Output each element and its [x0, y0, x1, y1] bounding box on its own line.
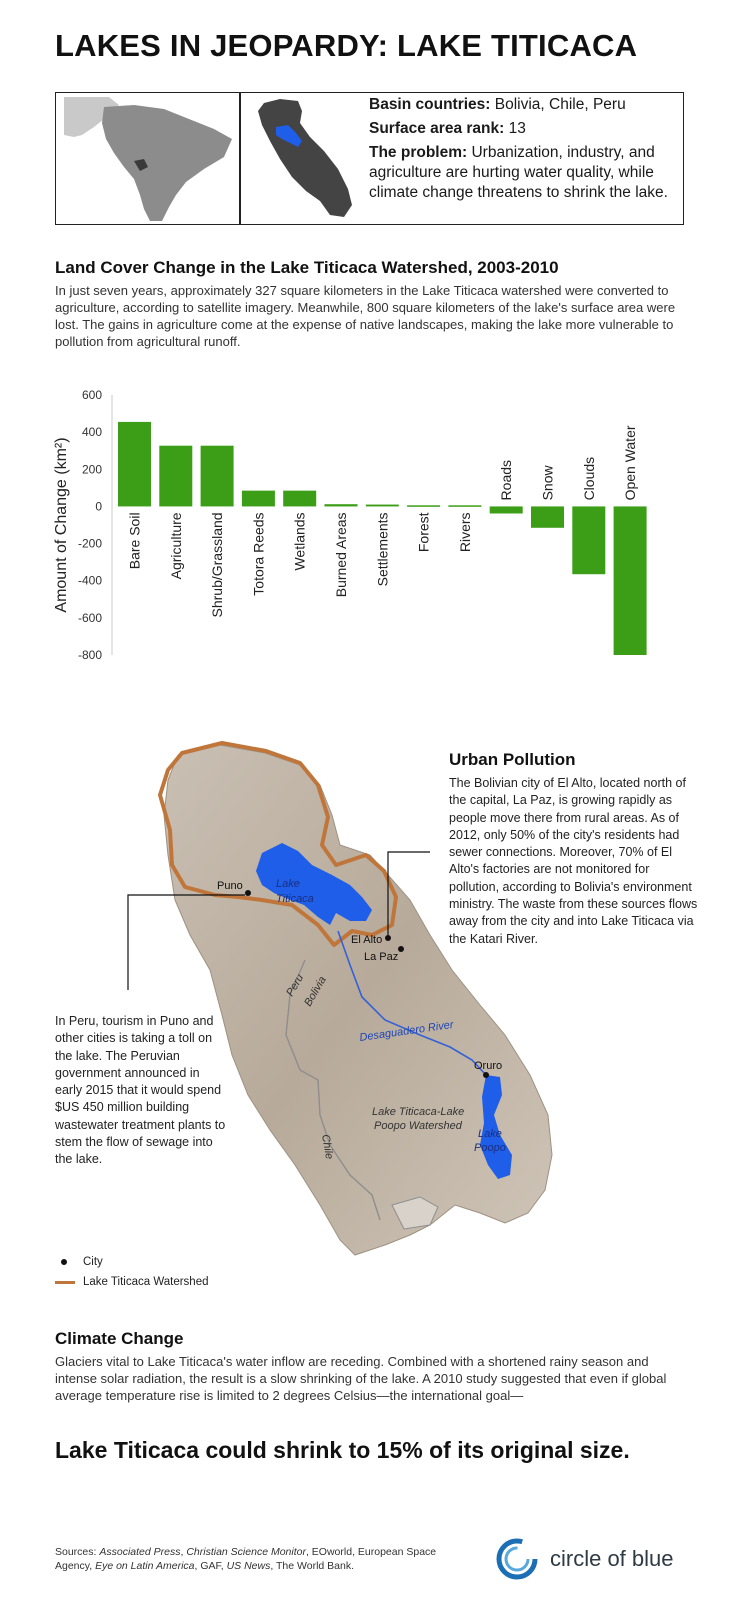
source-eye: Eye on Latin America	[95, 1560, 195, 1572]
urban-pollution-heading: Urban Pollution	[449, 750, 576, 769]
label-lake-2: Titicaca	[276, 893, 314, 905]
y-tick-label: -400	[77, 573, 102, 588]
y-tick-label: -200	[77, 536, 102, 551]
city-dot-icon	[61, 1259, 67, 1265]
sources-label: Sources:	[55, 1546, 97, 1558]
category-label: Open Water	[622, 425, 639, 501]
peru-tourism-note: In Peru, tourism in Puno and other cities is taking a toll on the lake. The Peruvian government announced in early 2015 that it would spend $US 450 million building wastewater treatment plants to stem the flow of sewage into the lake.	[55, 1014, 226, 1167]
category-label: Clouds	[580, 456, 597, 501]
climate-body: Glaciers vital to Lake Titicaca's water inflow are receding. Combined with a shortened rainy season and intense solar radiation, the result is a slow shrinking of the lake. A 2010 study suggested that even if global average temperature rise is limited to 2 degrees Celsius—the international goal—	[55, 1354, 667, 1403]
rank-label: Surface area rank:	[369, 120, 505, 137]
problem-label: The problem:	[369, 144, 468, 161]
info-box	[55, 92, 684, 225]
label-poopo-1: Lake	[478, 1128, 502, 1140]
category-label: Roads	[498, 459, 515, 501]
label-poopo-2: Poopo	[474, 1142, 506, 1154]
city-dot-oruro	[483, 1072, 489, 1078]
basin-label: Basin countries:	[369, 96, 491, 113]
rank-value: 13	[508, 120, 526, 137]
bar	[531, 506, 564, 527]
category-label: Forest	[415, 512, 432, 553]
label-la-paz: La Paz	[364, 951, 399, 963]
land-cover-body: In just seven years, approximately 327 square kilometers in the Lake Titicaca watershed were converted to agriculture, according to satellite imagery. Meanwhile, 800 square kilometers of the lake's surface area were lost. The gains in agriculture come at the expense of native landscapes, making the lake more vulnerable to pollution from agricultural runoff.	[55, 283, 676, 349]
label-bolivia: Bolivia	[302, 974, 329, 1009]
label-chile: Chile	[319, 1133, 336, 1161]
label-lake-1: Lake	[276, 878, 300, 890]
category-label: Agriculture	[167, 512, 184, 580]
category-label: Burned Areas	[333, 512, 349, 598]
bar	[614, 506, 647, 655]
basin-value: Bolivia, Chile, Peru	[494, 96, 626, 113]
climate-heading: Climate Change	[55, 1329, 184, 1348]
basin-locator-map	[246, 97, 356, 221]
land-cover-heading: Land Cover Change in the Lake Titicaca Watershed, 2003-2010	[55, 258, 559, 277]
city-dot-la-paz	[398, 946, 404, 952]
category-label: Bare Soil	[126, 512, 143, 570]
category-label: Totora Reeds	[250, 512, 267, 596]
source-esa: , EOworld, European Space Agency,	[55, 1546, 437, 1572]
label-puno: Puno	[217, 880, 243, 892]
category-label: Rivers	[456, 512, 473, 553]
south-america-locator-map	[64, 97, 234, 221]
bar	[366, 505, 399, 507]
label-el-alto: El Alto	[351, 934, 383, 946]
source-gaf: , GAF,	[194, 1560, 227, 1572]
map-legend	[55, 1252, 209, 1292]
label-river: Desaguadero River	[358, 1018, 455, 1044]
source-csm: Christian Science Monitor	[186, 1546, 306, 1558]
bar	[448, 505, 481, 507]
urban-pollution-body: The Bolivian city of El Alto, located north of the capital, La Paz, is growing rapidly as people move there from rural areas. As of 2012, only 50% of the city's residents had sewer connections. Moreover, 70% of El Alto's factories are not monitored for pollution, according to Bolivia's environment ministry. The waste from these sources flows away from the city and into Lake Titicaca via the Katari River.	[449, 776, 698, 946]
bar	[242, 491, 275, 507]
city-dot-el-alto	[385, 935, 391, 941]
y-axis-label: Amount of Change (km²)	[53, 437, 70, 613]
category-label: Settlements	[374, 512, 391, 587]
y-tick-label: 400	[81, 425, 102, 440]
label-peru: Peru	[284, 972, 307, 999]
y-tick-label: 0	[95, 499, 102, 514]
bar	[118, 422, 151, 507]
brand-name: circle of blue	[550, 1546, 674, 1571]
bar	[159, 446, 192, 507]
label-watershed-1: Lake Titicaca-Lake	[372, 1106, 465, 1118]
page-title: LAKES IN JEOPARDY: LAKE TITICACA	[55, 28, 638, 63]
climate-claim: Lake Titicaca could shrink to 15% of its original size.	[55, 1437, 630, 1463]
infobox-divider	[239, 93, 241, 224]
sources	[55, 1545, 470, 1573]
category-label: Snow	[539, 465, 556, 501]
category-label: Wetlands	[291, 512, 308, 571]
bar	[572, 506, 605, 574]
bar	[407, 505, 440, 507]
y-tick-label: 600	[81, 388, 102, 402]
category-label: Shrub/Grassland	[209, 512, 226, 618]
source-sep-1: ,	[180, 1546, 187, 1558]
bar	[325, 504, 358, 506]
problem-value: Urbanization, industry, and agriculture are hurting water quality, while climate change threatens to shrink the lake.	[369, 144, 668, 201]
y-tick-label: -800	[77, 648, 102, 662]
land-cover-bar-chart	[0, 380, 741, 710]
label-watershed-2: Poopo Watershed	[374, 1120, 462, 1132]
label-oruro: Oruro	[474, 1060, 503, 1072]
legend-city: City	[83, 1256, 103, 1268]
y-tick-label: 200	[81, 462, 102, 477]
bar	[201, 446, 234, 507]
bar	[283, 491, 316, 507]
legend-watershed: Lake Titicaca Watershed	[83, 1276, 209, 1288]
city-dot-puno	[245, 890, 251, 896]
bar	[490, 506, 523, 513]
source-ap: Associated Press	[99, 1546, 181, 1558]
watershed-line-icon	[55, 1281, 75, 1284]
y-tick-label: -600	[77, 610, 102, 625]
source-wb: , The World Bank.	[270, 1560, 355, 1572]
source-usnews: US News	[226, 1560, 271, 1572]
facts	[369, 95, 679, 207]
